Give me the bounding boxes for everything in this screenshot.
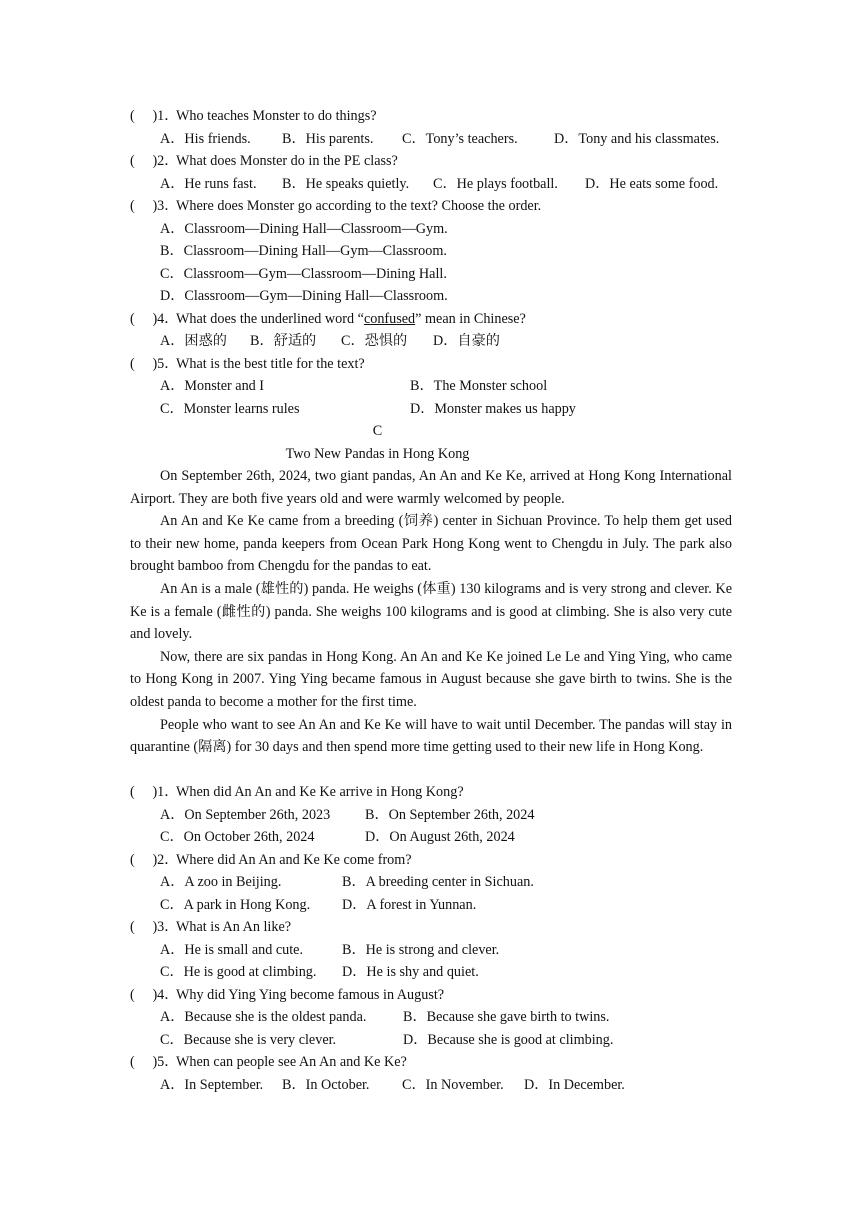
paragraph: An An and Ke Ke came from a breeding (饲养) center in Sichuan Province. To help them get used to their new home, panda keepers from Ocean Park Hong Kong went to Chengdu in July. The park also brought bamboo from Chengdu for the pandas to eat. [130, 513, 732, 575]
question-b3: ( )3．Where does Monster go according to the text? Choose the order. [130, 198, 542, 214]
option-a: A．Because she is the oldest panda. [160, 1009, 367, 1025]
paragraph: On September 26th, 2024, two giant pandas, An An and Ke Ke, arrived at Hong Kong International Airport. They are both five years old and were warmly welcomed by people. [130, 468, 732, 507]
option-b: B．He is strong and clever. [342, 942, 500, 958]
option-c: C．恐惧的 [341, 333, 408, 349]
option-d: D．On August 26th, 2024 [365, 829, 515, 845]
question-c4: ( )4．Why did Ying Ying become famous in August? [130, 987, 445, 1003]
question-stem: Where did An An and Ke Ke come from? [176, 852, 412, 868]
option-a: A．He runs fast. [160, 176, 257, 192]
question-b4: ( )4．What does the underlined word “confused” mean in Chinese? [130, 311, 526, 327]
question-c5: ( )5．When can people see An An and Ke Ke? [130, 1054, 407, 1070]
option-d: D．Tony and his classmates. [554, 131, 720, 147]
question-b2: ( )2．What does Monster do in the PE class? [130, 153, 398, 169]
option-d: D．He eats some food. [585, 176, 719, 192]
question-stem: Where does Monster go according to the text? Choose the order. [176, 198, 542, 214]
question-stem: What is the best title for the text? [176, 356, 365, 372]
question-b1: ( )1．Who teaches Monster to do things? [130, 108, 377, 124]
option-a: A．困惑的 [160, 333, 227, 349]
option-a: A．He is small and cute. [160, 942, 304, 958]
question-stem: When did An An and Ke Ke arrive in Hong Kong? [176, 784, 464, 800]
option-d: D．A forest in Yunnan. [342, 897, 477, 913]
option-b: B．On September 26th, 2024 [365, 807, 535, 823]
question-stem: When can people see An An and Ke Ke? [176, 1054, 407, 1070]
option-b: B．His parents. [282, 131, 374, 147]
option-a: A．In September. [160, 1077, 264, 1093]
option-c: C．He plays football. [433, 176, 558, 192]
option-c: C．In November. [402, 1077, 504, 1093]
question-c3: ( )3．What is An An like? [130, 919, 292, 935]
question-stem: Why did Ying Ying become famous in August? [176, 987, 445, 1003]
passage-title: Two New Pandas in Hong Kong [285, 446, 470, 462]
paragraph: An An is a male (雄性的) panda. He weighs (体重) 130 kilograms and is very strong and clever. Ke Ke is a female (雌性的) panda. She weighs 100 kilograms and is good at climbing. She is also very cute and lovely. [130, 580, 732, 643]
option-c: C．Monster learns rules [160, 401, 300, 417]
question-stem: What is An An like? [176, 919, 292, 935]
option-d: D．He is shy and quiet. [342, 964, 479, 980]
question-c1: ( )1．When did An An and Ke Ke arrive in Hong Kong? [130, 784, 464, 800]
option-d: D．Classroom—Gym—Dining Hall—Classroom. [160, 288, 448, 304]
option-d: D．In December. [524, 1077, 625, 1093]
paragraph: People who want to see An An and Ke Ke will have to wait until December. The pandas will stay in quarantine (隔离) for 30 days and then spend more time getting used to their new life in Hong Kong. [130, 716, 732, 756]
question-c2: ( )2．Where did An An and Ke Ke come from? [130, 852, 412, 868]
underlined-word: confused [363, 311, 416, 327]
question-b5: ( )5．What is the best title for the text? [130, 356, 365, 372]
option-a: A．A zoo in Beijing. [160, 874, 282, 890]
paragraph: Now, there are six pandas in Hong Kong. An An and Ke Ke joined Le Le and Ying Ying, who came to Hong Kong in 2007. Ying Ying became famous in August because she gave birth to twins. She is the oldest panda to become a mother for the first time. [130, 648, 732, 710]
option-c: C．On October 26th, 2024 [160, 829, 315, 845]
passage-body [130, 465, 732, 759]
option-d: D．Because she is good at climbing. [403, 1032, 614, 1048]
option-c: C．He is good at climbing. [160, 964, 317, 980]
option-d: D．Monster makes us happy [410, 401, 576, 417]
option-c: C．Because she is very clever. [160, 1032, 337, 1048]
option-a: A．On September 26th, 2023 [160, 807, 331, 823]
option-a: A．His friends. [160, 131, 251, 147]
option-a: A．Monster and I [160, 378, 265, 394]
option-b: B．舒适的 [250, 333, 317, 349]
question-stem: Who teaches Monster to do things? [176, 108, 377, 124]
option-b: B．Because she gave birth to twins. [403, 1009, 610, 1025]
option-b: B．In October. [282, 1077, 370, 1093]
option-b: B．A breeding center in Sichuan. [342, 874, 534, 890]
option-c: C．A park in Hong Kong. [160, 897, 311, 913]
option-c: C．Classroom—Gym—Classroom—Dining Hall. [160, 266, 447, 282]
question-stem: What does Monster do in the PE class? [176, 153, 398, 169]
option-b: B．Classroom—Dining Hall—Gym—Classroom. [160, 243, 447, 259]
option-b: B．The Monster school [410, 378, 548, 394]
option-d: D．自豪的 [433, 333, 500, 349]
section-letter: C [372, 423, 383, 439]
option-c: C．Tony’s teachers. [402, 131, 518, 147]
option-a: A．Classroom—Dining Hall—Classroom—Gym. [160, 221, 448, 237]
option-b: B．He speaks quietly. [282, 176, 410, 192]
